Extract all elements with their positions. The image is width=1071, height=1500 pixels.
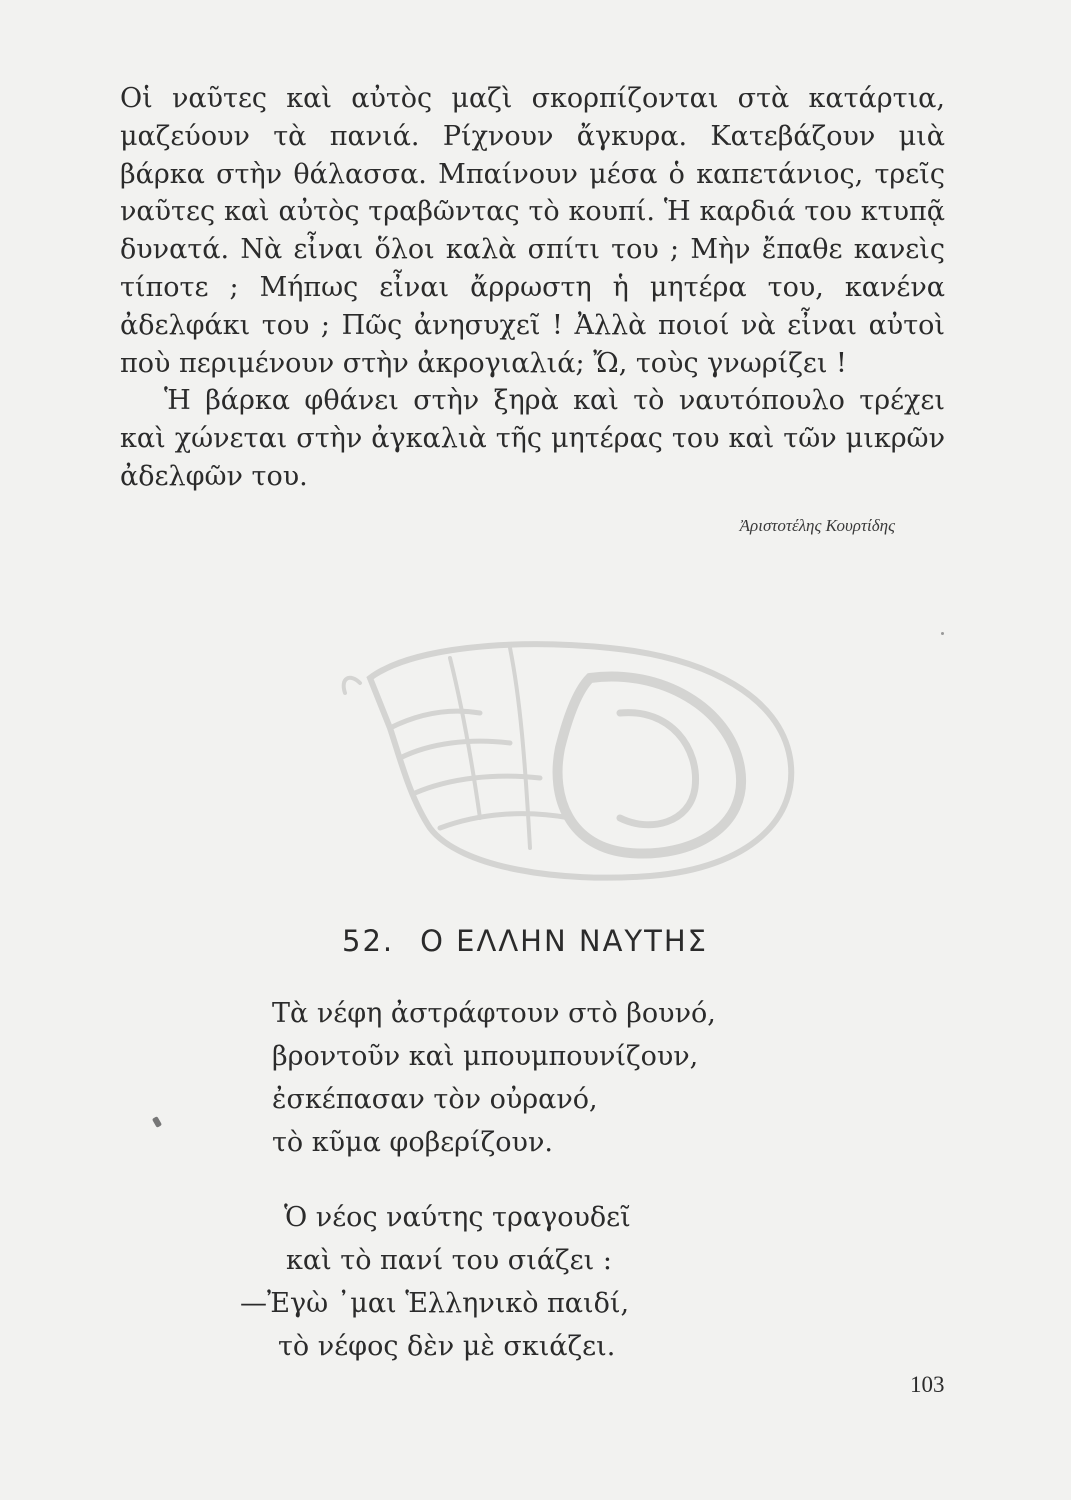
poem-stanza-2 [240, 1196, 716, 1368]
poem-line: καὶ τὸ πανί του σιάζει : [286, 1245, 612, 1276]
poem-title: Ο ΕΛΛΗΝ ΝΑΥΤΗΣ [420, 924, 708, 958]
print-speck [152, 1116, 162, 1128]
author-signature: Ἀριστοτέλης Κουρτίδης [739, 516, 895, 535]
print-speck [941, 632, 944, 635]
poem-body [240, 992, 716, 1368]
poem-line: τὸ κῦμα φοβερίζουν. [272, 1127, 553, 1158]
poem-line: τὸ νέφος δὲν μὲ σκιάζει. [278, 1331, 616, 1362]
seashell-illustration [330, 618, 810, 888]
page-number: 103 [910, 1372, 945, 1397]
poem-number: 52. [342, 924, 395, 958]
poem-line: βροντοῦν καὶ μπουμπουνίζουν, [272, 1041, 699, 1072]
poem-line: —Ἐγὼ ᾽μαι Ἑλληνικὸ παιδί, [240, 1288, 630, 1319]
poem-heading [342, 924, 708, 958]
poem-line: Ὁ νέος ναύτης τραγουδεῖ [284, 1202, 631, 1233]
prose-passage [120, 80, 945, 496]
poem-line: Τὰ νέφη ἀστράφτουν στὸ βουνό, [272, 998, 716, 1029]
poem-stanza-1 [272, 992, 716, 1164]
poem-line: ἐσκέπασαν τὸν οὐρανό, [272, 1084, 598, 1115]
prose-paragraph-2: Ἡ βάρκα φθάνει στὴν ξηρὰ καὶ τὸ ναυτόπουλο τρέχει καὶ χώνεται στὴν ἀγκαλιὰ τῆς μητέρας του καὶ τῶν μικρῶν ἀδελφῶν του. [120, 385, 945, 492]
prose-paragraph-1: Οἱ ναῦτες καὶ αὐτὸς μαζὶ σκορπίζονται στὰ κατάρτια, μαζεύουν τὰ πανιά. Ρίχνουν ἄγκυρα. Κατεβάζουν μιὰ βάρκα στὴν θάλασσα. Μπαίνουν μέσα ὁ καπετάνιος, τρεῖς ναῦτες καὶ αὐτὸς τραβῶντας τὸ κουπί. Ἡ καρδιά του κτυπᾷ δυνατά. Νὰ εἶναι ὅλοι καλὰ σπίτι του ; Μὴν ἔπαθε κανεὶς τίποτε ; Μήπως εἶναι ἄρρωστη ἡ μητέρα του, κανένα ἀδελφάκι του ; Πῶς ἀνησυχεῖ ! Ἀλλὰ ποιοί νὰ εἶναι αὐτοὶ ποὺ περιμένουν στὴν ἀκρογιαλιά; Ὤ, τοὺς γνωρίζει ! [120, 83, 945, 379]
